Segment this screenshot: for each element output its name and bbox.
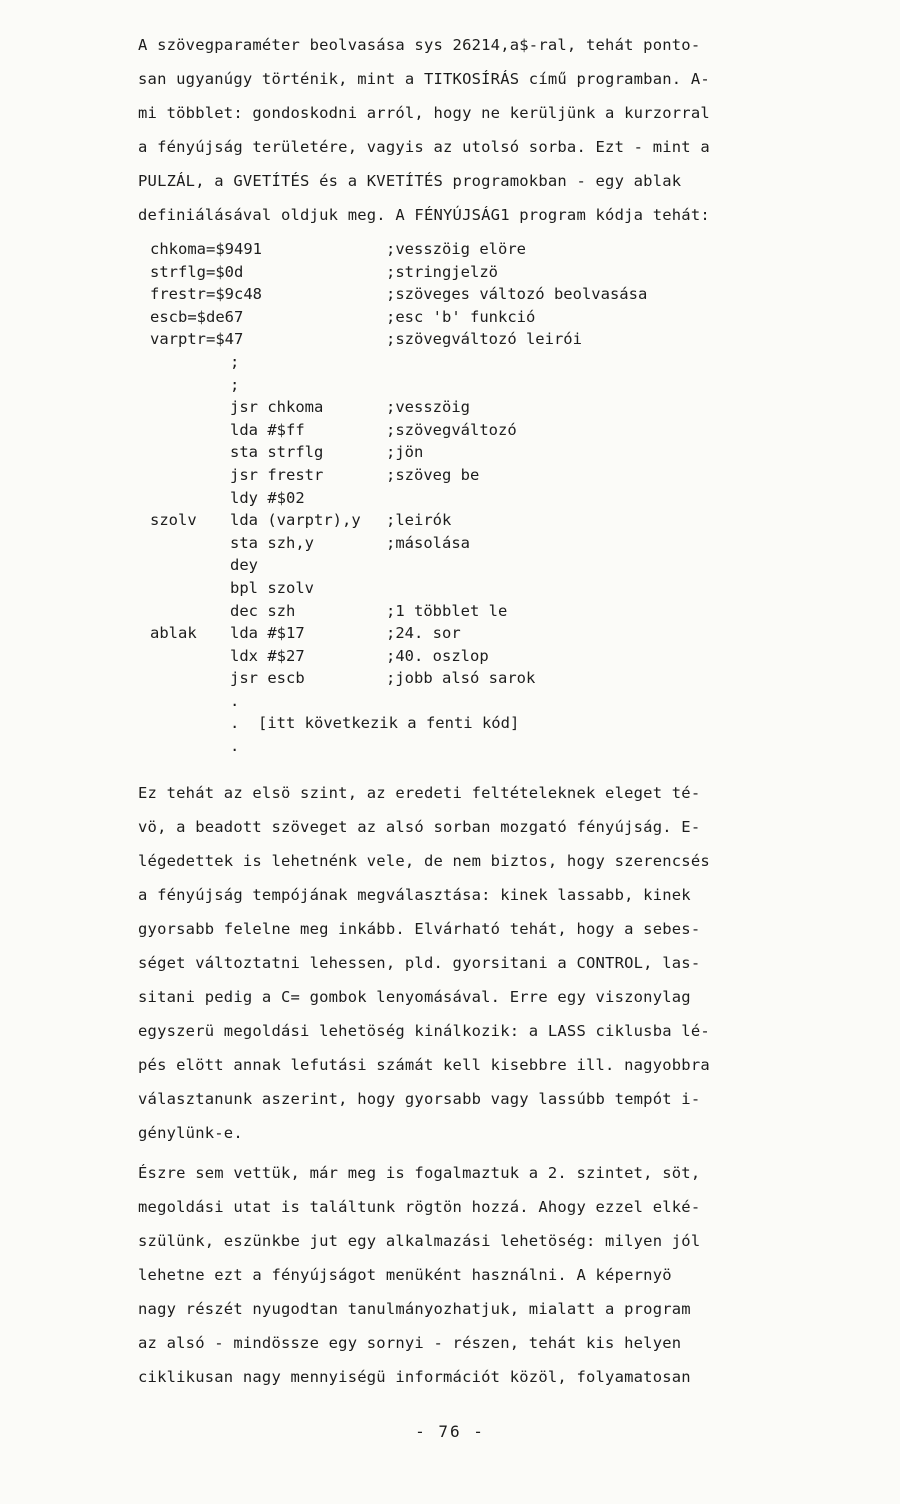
- text-line: Észre sem vettük, már meg is fogalmaztuk a 2. szintet, söt,: [138, 1163, 701, 1182]
- code-row: [138, 690, 818, 713]
- code-label: szolv: [150, 511, 197, 530]
- code-row: [138, 464, 818, 487]
- definition-row: [138, 238, 818, 261]
- text-line: PULZÁL, a GVETÍTÉS és a KVETÍTÉS programokban - egy ablak: [138, 172, 682, 190]
- text-line: a fényújság tempójának megválasztása: kinek lassabb, kinek: [138, 885, 691, 904]
- code-row: [138, 532, 818, 555]
- definition-row: [138, 283, 818, 306]
- code-row: [138, 600, 818, 623]
- definition-row: [138, 328, 818, 351]
- definition-row: [138, 261, 818, 284]
- code-row: [138, 374, 818, 397]
- code-instruction: sta strflg: [230, 443, 324, 462]
- code-comment: ;40. oszlop: [386, 646, 489, 665]
- definition: strflg=$0d: [150, 262, 244, 281]
- code-comment: ;jobb alsó sarok: [386, 669, 536, 688]
- code-comment: ;1 többlet le: [386, 601, 508, 620]
- code-comment: ;24. sor: [386, 624, 461, 643]
- code-comment: ;jön: [386, 443, 424, 462]
- code-row: [138, 441, 818, 464]
- text-line: szülünk, eszünkbe jut egy alkalmazási lehetöség: milyen jól: [138, 1231, 701, 1250]
- code-instruction: sta szh,y: [230, 533, 314, 552]
- code-comment: ;másolása: [386, 533, 470, 552]
- code-listing: [138, 238, 818, 758]
- text-line: san ugyanúgy történik, mint a TITKOSÍRÁS című programban. A-: [138, 70, 710, 88]
- code-row: [138, 351, 818, 374]
- page-content: [138, 28, 818, 1394]
- code-row: [138, 509, 818, 532]
- text-line: génylünk-e.: [138, 1123, 243, 1142]
- definition: frestr=$9c48: [150, 285, 262, 304]
- code-instruction: ;: [230, 375, 240, 394]
- code-comment: ;szövegváltozó: [386, 420, 517, 439]
- code-instruction: jsr frestr: [230, 465, 324, 484]
- code-row: [138, 712, 818, 735]
- text-line: nagy részét nyugodtan tanulmányozhatjuk, mialatt a program: [138, 1299, 691, 1318]
- definition: chkoma=$9491: [150, 240, 262, 258]
- code-row: [138, 396, 818, 419]
- definition-row: [138, 306, 818, 329]
- code-row: [138, 622, 818, 645]
- code-row: [138, 667, 818, 690]
- code-comment: ;stringjelzö: [386, 262, 498, 281]
- code-comment: ;vesszöig: [386, 398, 470, 417]
- text-line: légedettek is lehetnénk vele, de nem biztos, hogy szerencsés: [138, 851, 710, 870]
- code-instruction: lda #$17: [230, 624, 305, 643]
- code-row: [138, 577, 818, 600]
- text-line: megoldási utat is találtunk rögtön hozzá. Ahogy ezzel elké-: [138, 1197, 701, 1216]
- text-line: séget változtatni lehessen, pld. gyorsitani a CONTROL, las-: [138, 953, 701, 972]
- text-line: definiálásával oldjuk meg. A FÉNYÚJSÁG1 program kódja tehát:: [138, 206, 710, 224]
- code-instruction: jsr chkoma: [230, 398, 324, 417]
- code-row: [138, 419, 818, 442]
- text-line: pés elött annak lefutási számát kell kisebbre ill. nagyobbra: [138, 1055, 710, 1074]
- text-line: A szövegparaméter beolvasása sys 26214,a$-ral, tehát ponto-: [138, 36, 701, 54]
- text-line: a fényújság területére, vagyis az utolsó sorba. Ezt - mint a: [138, 138, 710, 156]
- definition: varptr=$47: [150, 330, 244, 349]
- page-number: - 76 -: [415, 1422, 485, 1441]
- code-instruction: dec szh: [230, 601, 296, 620]
- code-instruction: bpl szolv: [230, 578, 314, 597]
- code-instruction: ;: [230, 352, 240, 371]
- code-instruction: lda (varptr),y: [230, 511, 361, 530]
- code-instruction: ldx #$27: [230, 646, 305, 665]
- code-row: [138, 554, 818, 577]
- code-instruction: . [itt következik a fenti kód]: [230, 714, 520, 733]
- code-instruction: .: [230, 691, 240, 710]
- text-line: választanunk aszerint, hogy gyorsabb vagy lassúbb tempót i-: [138, 1089, 701, 1108]
- text-line: egyszerü megoldási lehetöség kinálkozik: a LASS ciklusba lé-: [138, 1021, 710, 1040]
- text-line: Ez tehát az elsö szint, az eredeti feltételeknek eleget té-: [138, 783, 701, 802]
- code-row: [138, 735, 818, 758]
- code-instruction: lda #$ff: [230, 420, 305, 439]
- code-instruction: ldy #$02: [230, 488, 305, 507]
- intro-paragraph: [138, 28, 818, 232]
- second-paragraph: [138, 776, 818, 1150]
- code-comment: ;vesszöig elöre: [386, 240, 526, 258]
- code-label: ablak: [150, 624, 197, 643]
- code-instruction: dey: [230, 556, 258, 575]
- text-line: az alsó - mindössze egy sornyi - részen, tehát kis helyen: [138, 1333, 682, 1352]
- text-line: vö, a beadott szöveget az alsó sorban mozgató fényújság. E-: [138, 817, 701, 836]
- code-comment: ;leirók: [386, 511, 452, 530]
- code-instruction: jsr escb: [230, 669, 305, 688]
- text-line: mi többlet: gondoskodni arról, hogy ne kerüljünk a kurzorral: [138, 104, 710, 122]
- code-instruction: .: [230, 737, 240, 756]
- text-line: gyorsabb felelne meg inkább. Elvárható tehát, hogy a sebes-: [138, 919, 701, 938]
- text-line: ciklikusan nagy mennyiségü információt közöl, folyamatosan: [138, 1367, 691, 1386]
- code-comment: ;esc 'b' funkció: [386, 307, 536, 326]
- text-line: sitani pedig a C= gombok lenyomásával. Erre egy viszonylag: [138, 987, 691, 1006]
- third-paragraph: [138, 1156, 818, 1394]
- code-comment: ;szövegváltozó leirói: [386, 330, 582, 349]
- code-comment: ;szöveges változó beolvasása: [386, 285, 648, 304]
- text-line: lehetne ezt a fényújságot menüként használni. A képernyö: [138, 1265, 672, 1284]
- code-row: [138, 487, 818, 510]
- code-comment: ;szöveg be: [386, 465, 480, 484]
- code-row: [138, 645, 818, 668]
- definition: escb=$de67: [150, 307, 244, 326]
